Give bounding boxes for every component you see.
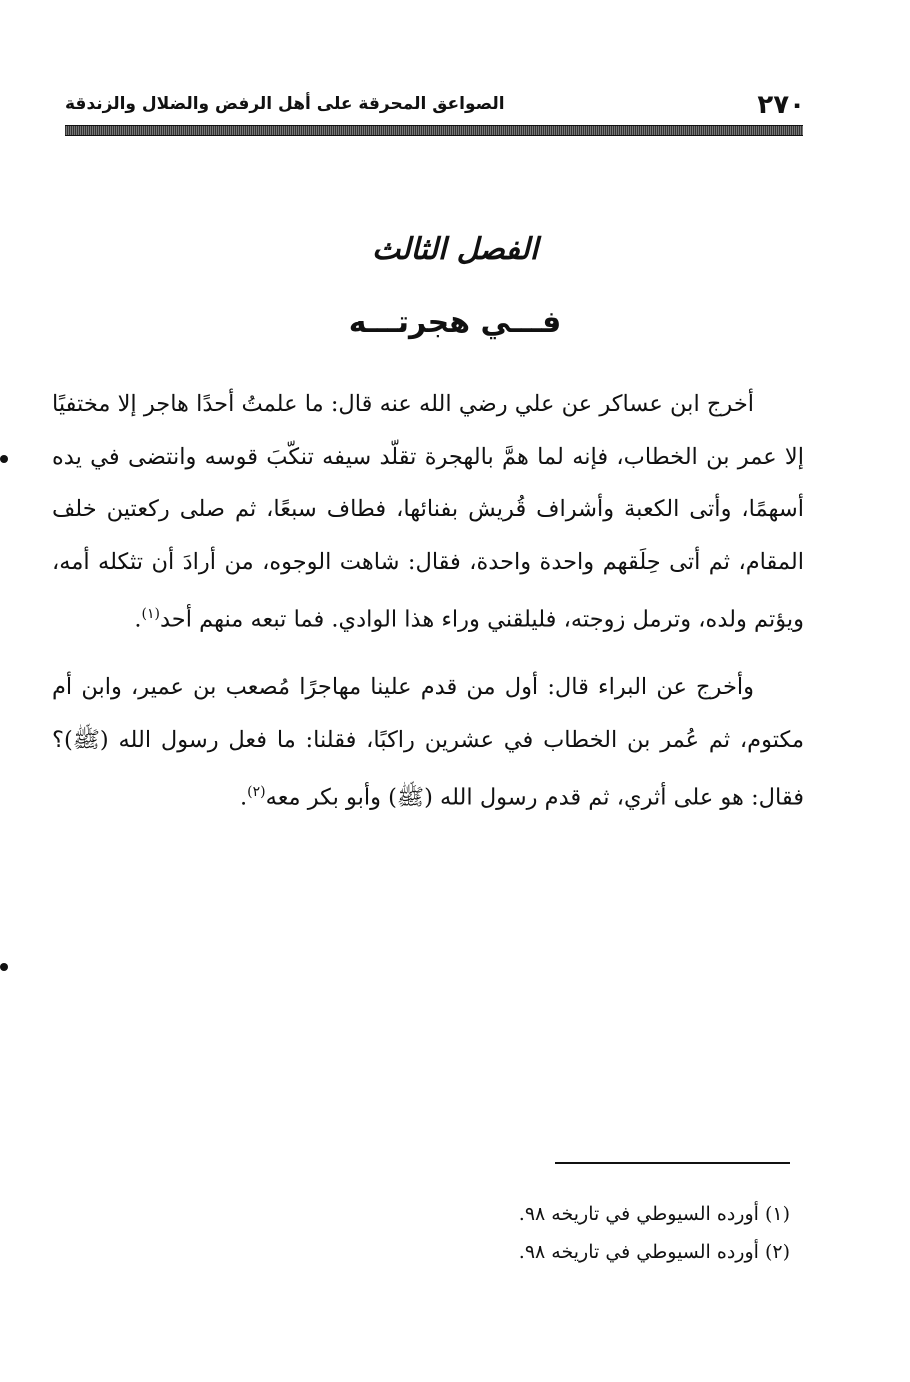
footnotes bbox=[300, 1195, 790, 1271]
footnote-marker[interactable]: (٢) bbox=[247, 784, 266, 800]
body-text bbox=[52, 378, 804, 824]
scan-artifact-dot bbox=[0, 963, 8, 971]
paragraph bbox=[52, 378, 804, 646]
chapter-subtitle: فـــي هجرتـــه bbox=[348, 305, 562, 340]
paragraph-text: أخرج ابن عساكر عن علي رضي الله عنه قال: ما علمتُ أحدًا هاجر إلا مختفيًا إلا عمر بن الخطاب، فإنه لما همَّ بالهجرة تقلّد سيفه تنكّبَ قوسه وانتضى في يده أسهمًا، وأتى الكعبة وأشراف قُريش بفنائها، فطاف سبعًا، ثم صلى ركعتين خلف المقام، ثم أتى حِلَقهم واحدة واحدة، فقال: شاهت الوجوه، من أرادَ أن تثكله أمه، ويؤتم ولده، وترمل زوجته، فليلقني وراء هذا الوادي. فما تبعه منهم أحد bbox=[52, 391, 804, 633]
running-head bbox=[65, 80, 805, 120]
header-rule bbox=[65, 125, 803, 136]
paragraph-text: وأخرج عن البراء قال: أول من قدم علينا مهاجرًا مُصعب بن عمير، وابن أم مكتوم، ثم عُمر بن الخطاب في عشرين راكبًا، فقلنا: ما فعل رسول الله (ﷺ)؟ فقال: هو على أثري، ثم قدم رسول الله (ﷺ) وأبو بكر معه bbox=[52, 674, 804, 811]
footnote: (١) أورده السيوطي في تاريخه ٩٨. bbox=[518, 1203, 790, 1225]
paragraph-end: . bbox=[134, 606, 142, 633]
paragraph bbox=[52, 661, 804, 824]
page-number: ٢٧٠ bbox=[757, 90, 805, 120]
chapter-title: الفصل الثالث bbox=[371, 232, 539, 267]
paragraph-end: . bbox=[240, 784, 248, 811]
scan-artifact-dot bbox=[0, 455, 8, 463]
footnote-divider bbox=[555, 1162, 790, 1164]
footnote: (٢) أورده السيوطي في تاريخه ٩٨. bbox=[518, 1241, 790, 1263]
book-title: الصواعق المحرقة على أهل الرفض والضلال والزندقة bbox=[65, 94, 505, 114]
footnote-marker[interactable]: (١) bbox=[141, 606, 160, 622]
